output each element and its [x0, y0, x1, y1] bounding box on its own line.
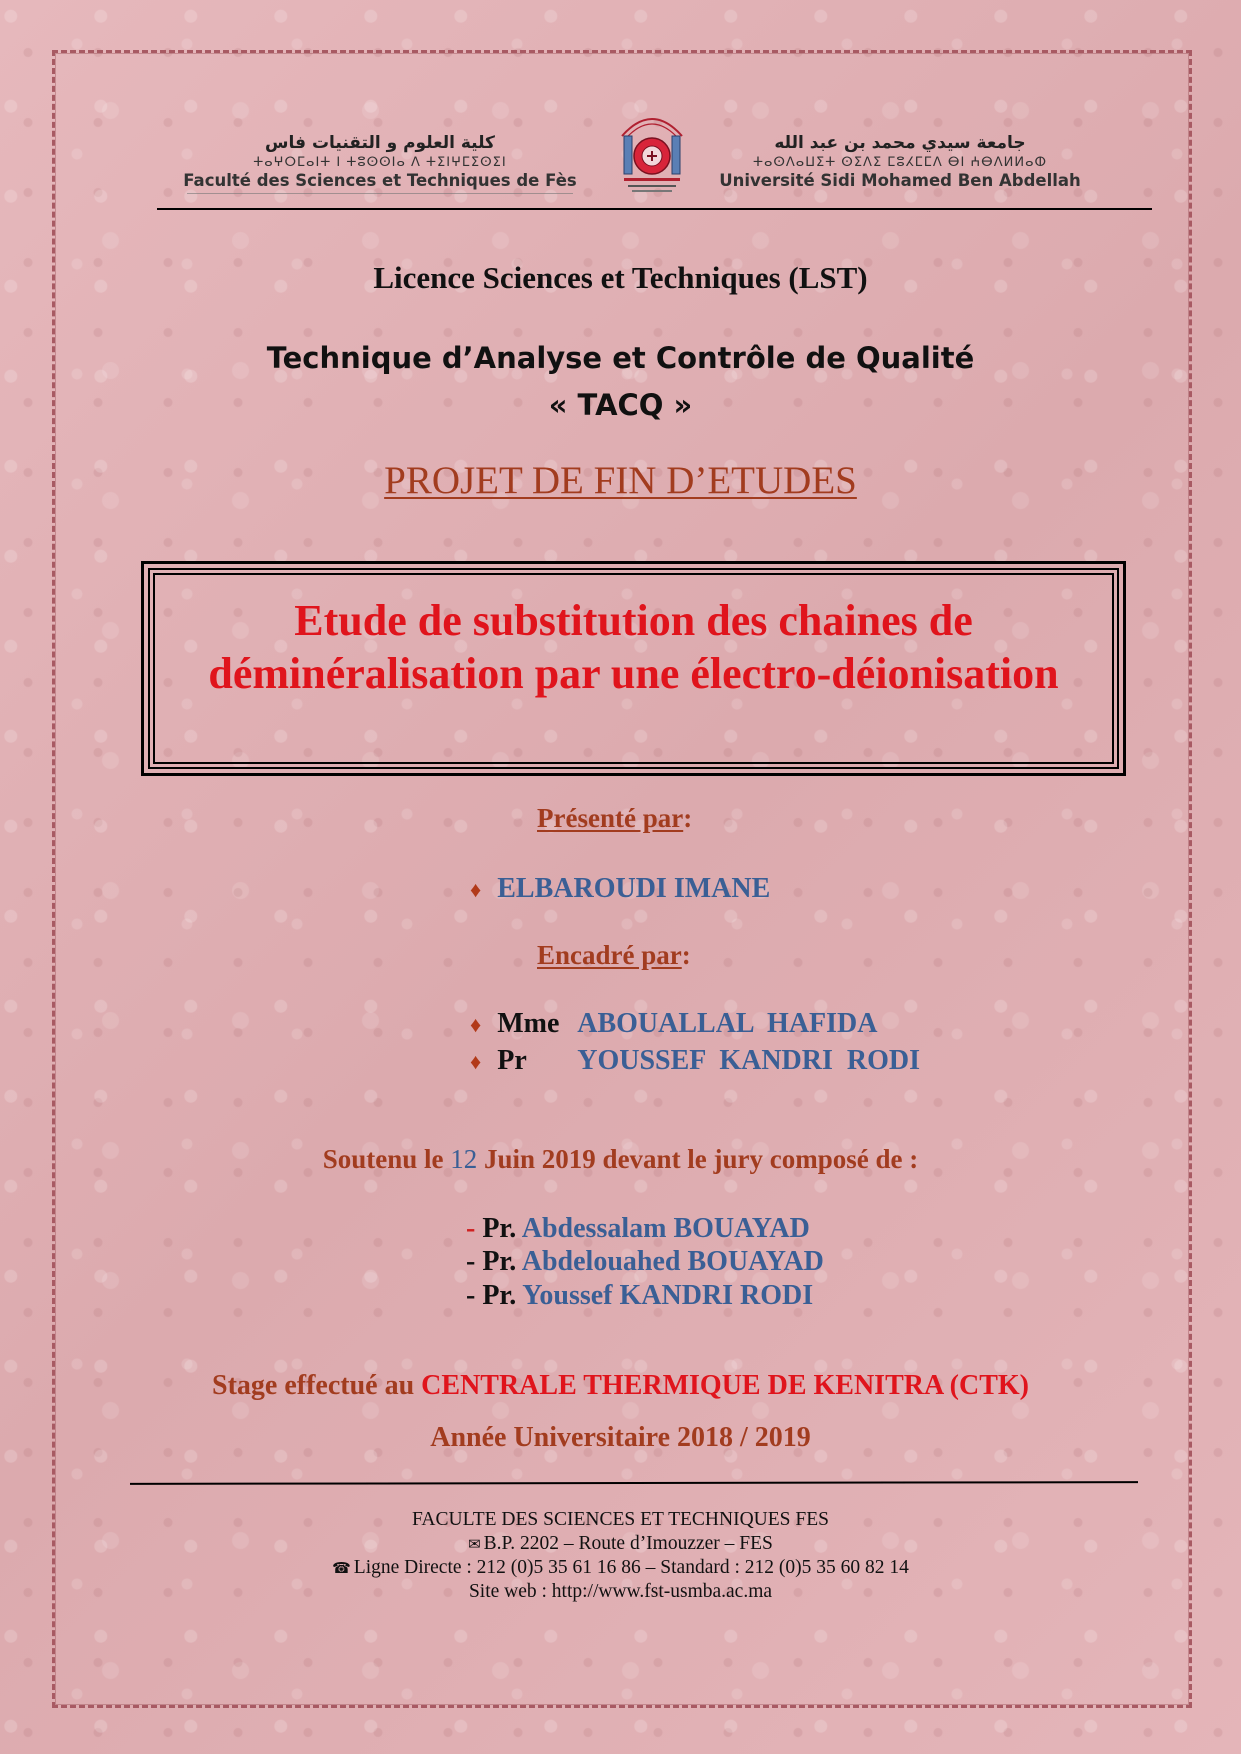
internship-statement	[0, 1370, 1241, 1402]
defense-statement	[0, 1144, 1241, 1175]
university-name-arabic: جامعة سيدي محمد بن عبد الله	[774, 133, 1026, 153]
diamond-bullet-icon: ♦	[470, 1012, 482, 1037]
footer-address-line	[0, 1532, 1241, 1556]
presented-by-label	[537, 803, 692, 834]
jury-name: Youssef KANDRI RODI	[522, 1280, 814, 1311]
footer-address: B.P. 2202 – Route d’Imouzzer – FES	[483, 1533, 773, 1554]
student-name: ELBAROUDI IMANE	[497, 873, 771, 904]
faculty-name-tifinagh: ⵜⴰⵖⵔⵎⴰⵏⵜ ⵏ ⵜⵓⵙⵙⵏⴰ ⴷ ⵜⵉⵏⵖⵎⵉⵙⵉⵏ	[253, 155, 507, 170]
jury-dash: -	[466, 1280, 476, 1311]
faculty-name-arabic: كلية العلوم و التقنيات فاس	[265, 133, 495, 153]
supervisor-entry	[470, 1045, 920, 1077]
defense-day: 12	[450, 1144, 478, 1174]
project-type-heading: PROJET DE FIN D’ETUDES	[384, 459, 857, 502]
thesis-title-line-2: déminéralisation par une électro-déionisation	[208, 649, 1059, 698]
jury-name: Abdessalam BOUAYAD	[521, 1213, 810, 1244]
jury-title: Pr.	[482, 1213, 517, 1244]
supervised-by-label	[537, 940, 691, 971]
supervisor-name: YOUSSEF KANDRI RODI	[577, 1045, 921, 1076]
footer-website: Site web : http://www.fst-usmba.ac.ma	[468, 1581, 773, 1602]
jury-member	[466, 1213, 810, 1245]
university-name-tifinagh: ⵜⴰⵙⴷⴰⵡⵉⵜ ⵙⵉⴷⵉ ⵎⵓⵃⵎⵎⴷ ⴱⵏ ⵄⴱⴷⵍⵍⴰⵀ	[752, 155, 1048, 170]
student-entry	[470, 873, 770, 905]
defense-prefix: Soutenu le	[322, 1144, 444, 1174]
presented-by-text: Présenté par	[537, 803, 684, 833]
thesis-title	[141, 594, 1126, 700]
diamond-bullet-icon: ♦	[470, 1049, 482, 1074]
academic-year: Année Universitaire 2018 / 2019	[430, 1422, 811, 1453]
footer-institution: FACULTE DES SCIENCES ET TECHNIQUES FES	[412, 1509, 829, 1530]
supervised-by-colon: :	[681, 940, 691, 970]
jury-name: Abdelouahed BOUAYAD	[521, 1246, 824, 1277]
footer-phone: Ligne Directe : 212 (0)5 35 61 16 86 – Standard : 212 (0)5 35 60 82 14	[353, 1557, 909, 1578]
mailbox-icon: ✉	[468, 1535, 481, 1553]
supervisor-title: Mme	[497, 1008, 560, 1039]
jury-title: Pr.	[482, 1246, 517, 1277]
thesis-title-line-1: Etude de substitution des chaines de	[294, 596, 973, 645]
university-header	[715, 133, 1085, 190]
internship-place: CENTRALE THERMIQUE DE KENITRA (CTK)	[421, 1370, 1029, 1401]
internship-prefix: Stage effectué au	[212, 1370, 415, 1401]
jury-dash: -	[466, 1246, 476, 1277]
specialty-acronym: « TACQ »	[548, 388, 693, 422]
supervised-by-text: Encadré par	[537, 940, 682, 970]
faculty-name: Faculté des Sciences et Techniques de Fès	[183, 171, 577, 190]
footer-contact	[0, 1508, 1241, 1604]
supervisor-title: Pr	[497, 1045, 527, 1076]
university-emblem-icon	[614, 106, 690, 198]
telephone-icon: ☎	[332, 1559, 351, 1577]
specialty-title: Technique d’Analyse et Contrôle de Qualité	[266, 341, 975, 375]
header-divider	[157, 208, 1152, 210]
faculty-underline	[187, 193, 573, 194]
diamond-bullet-icon: ♦	[470, 877, 482, 902]
faculty-header	[170, 133, 590, 194]
jury-dash: -	[466, 1213, 476, 1244]
jury-member	[466, 1246, 824, 1278]
supervisor-entry	[470, 1008, 878, 1040]
footer-phone-line	[0, 1556, 1241, 1580]
supervisor-name: ABOUALLAL HAFIDA	[577, 1008, 878, 1039]
jury-title: Pr.	[482, 1280, 517, 1311]
university-name: Université Sidi Mohamed Ben Abdellah	[719, 171, 1081, 190]
presented-by-colon: :	[683, 803, 693, 833]
program-title: Licence Sciences et Techniques (LST)	[373, 260, 868, 295]
jury-member	[466, 1280, 813, 1312]
defense-suffix: Juin 2019 devant le jury composé de :	[484, 1144, 919, 1174]
